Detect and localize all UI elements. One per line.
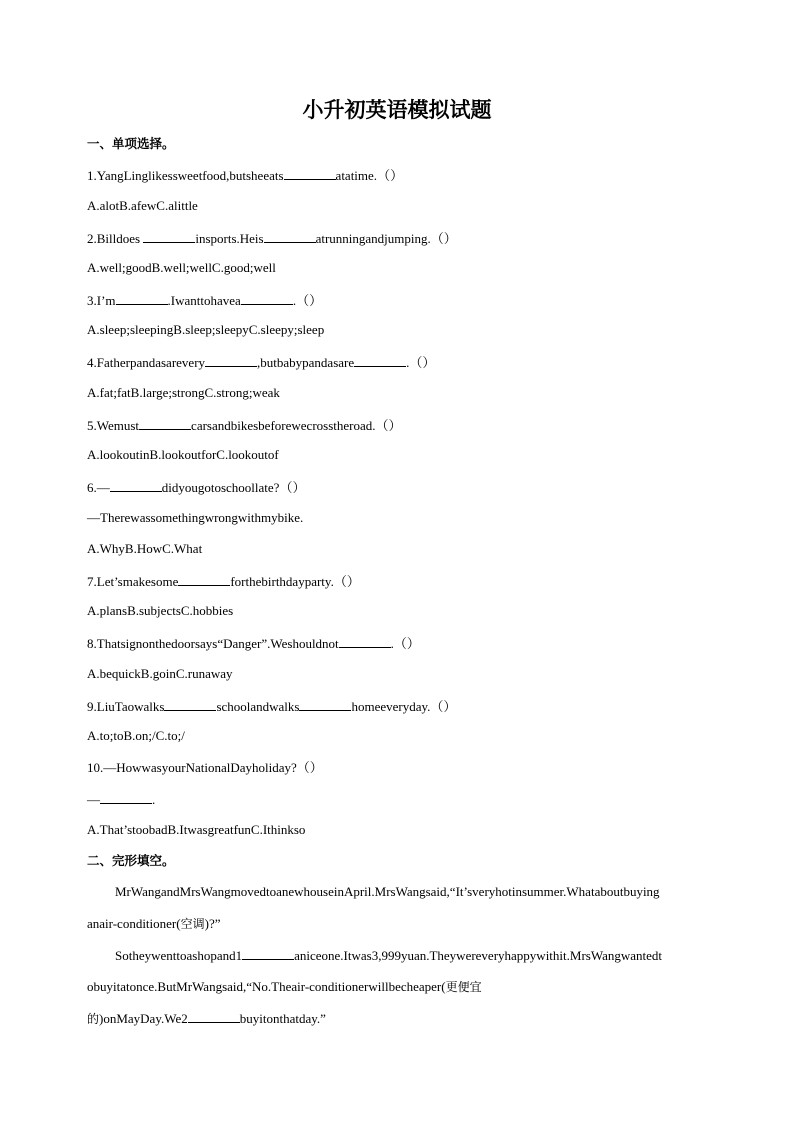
answer-blank[interactable]: [284, 167, 336, 180]
question-9: 9.LiuTaowalks schoolandwalks homeeveryday.（）: [87, 699, 457, 714]
answer-blank[interactable]: [110, 479, 162, 492]
answer-blank[interactable]: [100, 791, 152, 804]
question-8: 8.Thatsignonthedoorsays“Danger”.Weshouldnot .（）: [87, 636, 420, 651]
cloze-paragraph-2-line-1: Sotheywenttoashopand1 aniceone.Itwas3,999yuan.Theywereveryhappywithit.MrsWangwantedt: [115, 948, 662, 963]
answer-blank[interactable]: [241, 292, 293, 305]
answer-blank[interactable]: [299, 698, 351, 711]
cloze-paragraph-1-line-1: MrWangandMrsWangmovedtoanewhouseinApril.MrsWangsaid,“It’sveryhotinsummer.Whataboutbuying: [115, 884, 660, 899]
question-6-options: A.WhyB.HowC.What: [87, 541, 203, 556]
question-5: 5.Wemust carsandbikesbeforewecrosstheroad.（）: [87, 418, 402, 433]
cloze-paragraph-1-line-2: anair-conditioner(空调)?”: [87, 916, 221, 931]
question-10-options: A.That’stoobadB.ItwasgreatfunC.Ithinkso: [87, 822, 306, 837]
question-1: 1.YangLinglikessweetfood,butsheeats atatime.（）: [87, 168, 404, 183]
question-3-options: A.sleep;sleepingB.sleep;sleepyC.sleepy;sleep: [87, 322, 325, 337]
question-7: 7.Let’smakesome forthebirthdayparty.（）: [87, 574, 360, 589]
question-4-options: A.fat;fatB.large;strongC.strong;weak: [87, 385, 280, 400]
answer-blank[interactable]: [205, 354, 257, 367]
answer-blank[interactable]: [188, 1010, 240, 1023]
question-1-options: A.alotB.afewC.alittle: [87, 198, 198, 213]
answer-blank[interactable]: [354, 354, 406, 367]
question-2-options: A.well;goodB.well;wellC.good;well: [87, 260, 276, 275]
answer-blank[interactable]: [143, 230, 195, 243]
answer-blank[interactable]: [264, 230, 316, 243]
answer-blank[interactable]: [116, 292, 168, 305]
question-10-answer: — .: [87, 792, 156, 807]
page-title: 小升初英语模拟试题: [302, 97, 492, 122]
question-10: 10.—HowwasyourNationalDayholiday?（）: [87, 760, 323, 775]
cloze-paragraph-2-line-3: 的)onMayDay.We2 buyitonthatday.”: [87, 1011, 326, 1026]
answer-blank[interactable]: [178, 573, 230, 586]
question-5-options: A.lookoutinB.lookoutforC.lookoutof: [87, 447, 279, 462]
question-2: 2.Billdoes insports.Heis atrunningandjumping.（）: [87, 231, 457, 246]
answer-blank[interactable]: [242, 947, 294, 960]
question-8-options: A.bequickB.goinC.runaway: [87, 666, 233, 681]
question-6: 6.— didyougotoschoollate?（）: [87, 480, 306, 495]
section-heading-cloze: 二、完形填空。: [87, 853, 175, 868]
answer-blank[interactable]: [164, 698, 216, 711]
answer-blank[interactable]: [139, 417, 191, 430]
answer-blank[interactable]: [339, 635, 391, 648]
question-9-options: A.to;toB.on;/C.to;/: [87, 728, 185, 743]
question-6-answer: —Therewassomethingwrongwithmybike.: [87, 510, 304, 525]
question-3: 3.I’m .Iwanttohavea .（）: [87, 293, 323, 308]
question-7-options: A.plansB.subjectsC.hobbies: [87, 603, 234, 618]
question-4: 4.Fatherpandasarevery ,butbabypandasare .（）: [87, 355, 436, 370]
cloze-paragraph-2-line-2: obuyitatonce.ButMrWangsaid,“No.Theair-conditionerwillbecheaper(更便宜: [87, 979, 482, 994]
section-heading-multiple-choice: 一、单项选择。: [87, 136, 175, 151]
